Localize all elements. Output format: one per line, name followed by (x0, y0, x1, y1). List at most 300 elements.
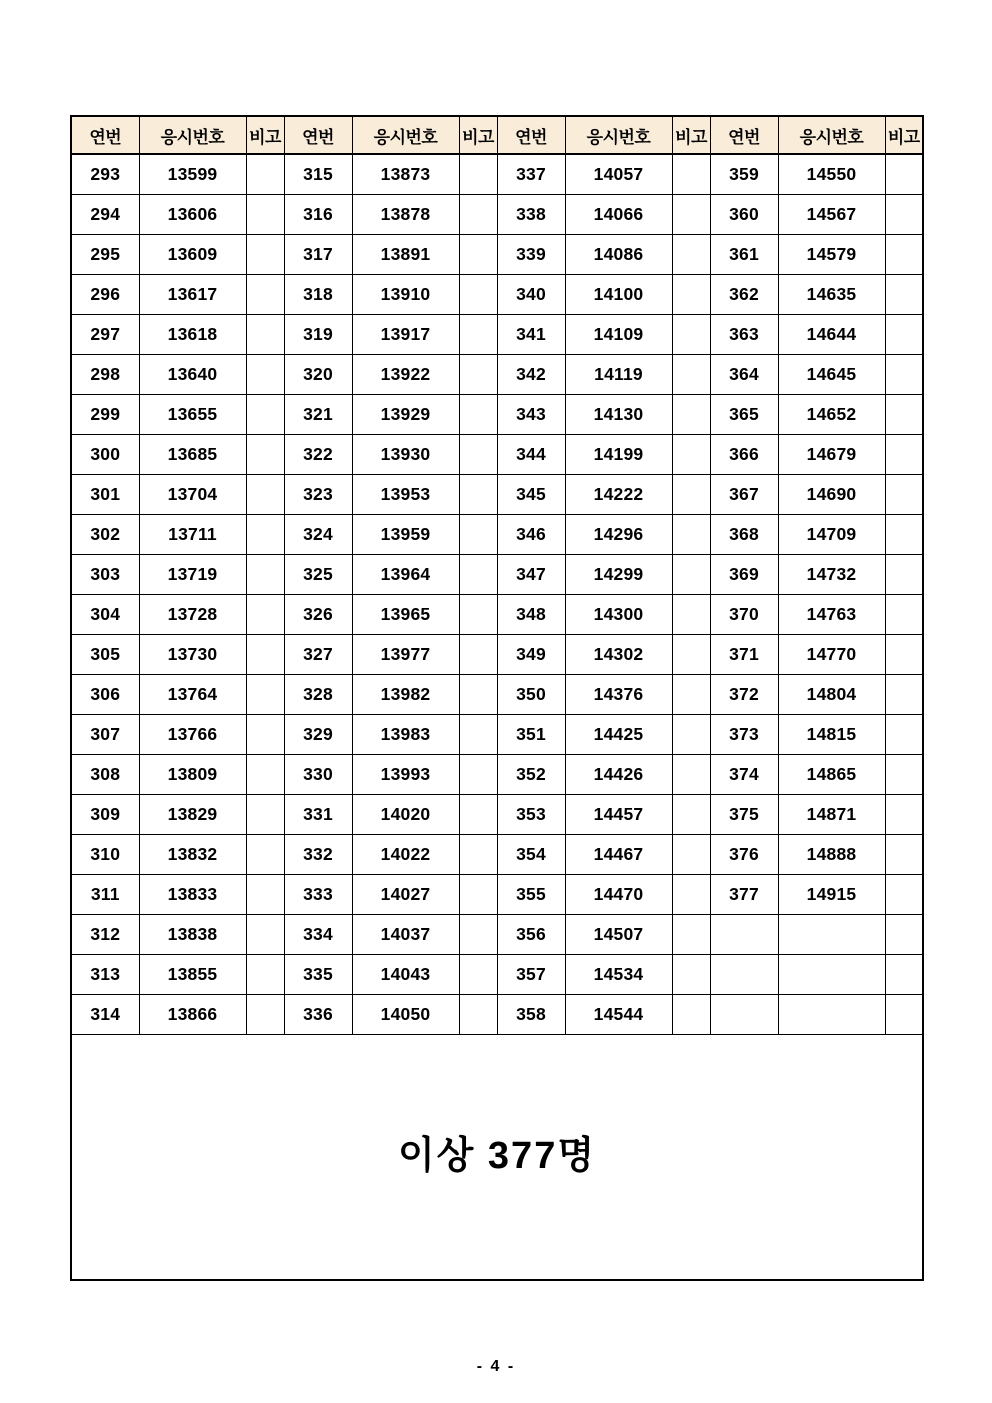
cell-seq: 372 (710, 675, 778, 715)
cell-note (885, 915, 923, 955)
table-row (71, 595, 923, 635)
cell-note (672, 154, 710, 195)
cell-exam-no: 14119 (565, 355, 672, 395)
cell-exam-no: 14057 (565, 154, 672, 195)
cell-seq: 338 (497, 195, 565, 235)
cell-seq: 306 (71, 675, 139, 715)
cell-seq: 334 (284, 915, 352, 955)
cell-note (885, 795, 923, 835)
cell-exam-no: 14296 (565, 515, 672, 555)
cell-seq: 309 (71, 795, 139, 835)
cell-note (672, 395, 710, 435)
cell-seq: 363 (710, 315, 778, 355)
cell-note (459, 515, 497, 555)
cell-note (672, 435, 710, 475)
table-row (71, 635, 923, 675)
cell-exam-no: 13685 (139, 435, 246, 475)
table-row (71, 515, 923, 555)
cell-exam-no: 13855 (139, 955, 246, 995)
table-row (71, 275, 923, 315)
cell-seq: 329 (284, 715, 352, 755)
cell-exam-no: 14645 (778, 355, 885, 395)
cell-note (246, 835, 284, 875)
cell-exam-no: 14770 (778, 635, 885, 675)
cell-note (246, 915, 284, 955)
cell-seq: 345 (497, 475, 565, 515)
cell-note (672, 355, 710, 395)
cell-seq: 356 (497, 915, 565, 955)
cell-seq: 305 (71, 635, 139, 675)
cell-exam-no: 13977 (352, 635, 459, 675)
cell-note (459, 835, 497, 875)
cell-exam-no: 14457 (565, 795, 672, 835)
cell-seq: 315 (284, 154, 352, 195)
cell-exam-no: 13929 (352, 395, 459, 435)
cell-seq: 336 (284, 995, 352, 1035)
cell-seq: 368 (710, 515, 778, 555)
cell-seq: 297 (71, 315, 139, 355)
cell-exam-no: 13711 (139, 515, 246, 555)
cell-note (672, 275, 710, 315)
cell-exam-no: 13719 (139, 555, 246, 595)
cell-exam-no: 14426 (565, 755, 672, 795)
cell-seq (710, 955, 778, 995)
cell-note (885, 395, 923, 435)
cell-exam-no: 14679 (778, 435, 885, 475)
cell-seq: 373 (710, 715, 778, 755)
header-seq-4: 연번 (710, 116, 778, 154)
cell-exam-no: 13873 (352, 154, 459, 195)
cell-exam-no: 13704 (139, 475, 246, 515)
cell-exam-no: 13609 (139, 235, 246, 275)
cell-note (459, 675, 497, 715)
cell-seq: 310 (71, 835, 139, 875)
cell-note (672, 555, 710, 595)
header-note-3: 비고 (672, 116, 710, 154)
cell-seq: 307 (71, 715, 139, 755)
table-row (71, 875, 923, 915)
cell-note (459, 315, 497, 355)
cell-seq: 303 (71, 555, 139, 595)
cell-exam-no: 13730 (139, 635, 246, 675)
cell-seq: 365 (710, 395, 778, 435)
cell-note (246, 275, 284, 315)
cell-seq: 323 (284, 475, 352, 515)
cell-seq: 316 (284, 195, 352, 235)
cell-seq: 350 (497, 675, 565, 715)
cell-seq (710, 995, 778, 1035)
cell-seq: 360 (710, 195, 778, 235)
cell-note (246, 195, 284, 235)
cell-seq: 313 (71, 955, 139, 995)
table-row (71, 995, 923, 1035)
cell-exam-no: 14376 (565, 675, 672, 715)
cell-note (885, 154, 923, 195)
cell-exam-no: 14020 (352, 795, 459, 835)
cell-seq: 343 (497, 395, 565, 435)
cell-seq: 300 (71, 435, 139, 475)
roster-table (70, 115, 924, 1281)
cell-seq: 353 (497, 795, 565, 835)
cell-exam-no: 13833 (139, 875, 246, 915)
cell-exam-no: 14635 (778, 275, 885, 315)
cell-exam-no: 14066 (565, 195, 672, 235)
cell-note (459, 395, 497, 435)
cell-exam-no: 13891 (352, 235, 459, 275)
cell-seq: 354 (497, 835, 565, 875)
cell-exam-no: 14815 (778, 715, 885, 755)
cell-seq: 317 (284, 235, 352, 275)
table-row (71, 435, 923, 475)
cell-note (459, 715, 497, 755)
cell-note (672, 475, 710, 515)
cell-seq: 377 (710, 875, 778, 915)
table-row (71, 395, 923, 435)
cell-note (246, 355, 284, 395)
cell-note (459, 795, 497, 835)
cell-seq: 299 (71, 395, 139, 435)
cell-seq: 324 (284, 515, 352, 555)
cell-exam-no: 14567 (778, 195, 885, 235)
table-header (71, 116, 923, 154)
cell-note (459, 475, 497, 515)
cell-exam-no: 13910 (352, 275, 459, 315)
table-row (71, 355, 923, 395)
cell-exam-no: 14086 (565, 235, 672, 275)
cell-exam-no: 13606 (139, 195, 246, 235)
cell-note (246, 395, 284, 435)
cell-exam-no: 13953 (352, 475, 459, 515)
cell-exam-no: 13838 (139, 915, 246, 955)
cell-seq: 302 (71, 515, 139, 555)
cell-exam-no: 14804 (778, 675, 885, 715)
cell-exam-no: 14507 (565, 915, 672, 955)
cell-seq: 349 (497, 635, 565, 675)
cell-note (672, 195, 710, 235)
cell-note (885, 515, 923, 555)
cell-exam-no: 14544 (565, 995, 672, 1035)
cell-seq: 340 (497, 275, 565, 315)
cell-seq: 352 (497, 755, 565, 795)
cell-note (672, 915, 710, 955)
cell-exam-no: 13640 (139, 355, 246, 395)
cell-seq: 374 (710, 755, 778, 795)
cell-note (246, 475, 284, 515)
cell-note (246, 995, 284, 1035)
cell-exam-no (778, 915, 885, 955)
cell-exam-no: 14871 (778, 795, 885, 835)
cell-note (459, 275, 497, 315)
cell-exam-no: 14534 (565, 955, 672, 995)
summary-cell (71, 1035, 923, 1281)
cell-seq: 342 (497, 355, 565, 395)
cell-note (246, 154, 284, 195)
table-row (71, 315, 923, 355)
cell-note (672, 715, 710, 755)
cell-exam-no: 13599 (139, 154, 246, 195)
cell-seq: 369 (710, 555, 778, 595)
cell-seq: 298 (71, 355, 139, 395)
cell-note (885, 435, 923, 475)
cell-note (459, 154, 497, 195)
cell-note (885, 315, 923, 355)
cell-note (246, 235, 284, 275)
cell-note (885, 275, 923, 315)
cell-exam-no: 13728 (139, 595, 246, 635)
cell-seq: 322 (284, 435, 352, 475)
cell-note (885, 955, 923, 995)
cell-note (672, 315, 710, 355)
cell-seq: 293 (71, 154, 139, 195)
cell-exam-no: 13866 (139, 995, 246, 1035)
roster-table-container (70, 115, 922, 1281)
cell-note (672, 595, 710, 635)
cell-note (885, 835, 923, 875)
cell-seq: 351 (497, 715, 565, 755)
table-row (71, 235, 923, 275)
cell-exam-no: 14467 (565, 835, 672, 875)
cell-note (885, 995, 923, 1035)
cell-exam-no: 13618 (139, 315, 246, 355)
cell-seq: 320 (284, 355, 352, 395)
cell-note (459, 355, 497, 395)
cell-note (459, 915, 497, 955)
cell-seq: 296 (71, 275, 139, 315)
cell-note (246, 635, 284, 675)
header-examno-4: 응시번호 (778, 116, 885, 154)
cell-exam-no: 14022 (352, 835, 459, 875)
cell-seq: 361 (710, 235, 778, 275)
cell-seq: 341 (497, 315, 565, 355)
table-row (71, 675, 923, 715)
cell-seq: 321 (284, 395, 352, 435)
cell-exam-no: 13959 (352, 515, 459, 555)
cell-exam-no: 14302 (565, 635, 672, 675)
cell-seq: 318 (284, 275, 352, 315)
cell-exam-no: 14888 (778, 835, 885, 875)
summary-row (71, 1035, 923, 1281)
cell-exam-no: 14222 (565, 475, 672, 515)
cell-note (885, 675, 923, 715)
cell-exam-no: 13617 (139, 275, 246, 315)
cell-exam-no: 13964 (352, 555, 459, 595)
cell-exam-no: 14100 (565, 275, 672, 315)
header-row (71, 116, 923, 154)
cell-seq: 301 (71, 475, 139, 515)
cell-seq: 327 (284, 635, 352, 675)
cell-seq: 362 (710, 275, 778, 315)
cell-exam-no: 13832 (139, 835, 246, 875)
summary-total-label: 이상 377명 (397, 1135, 597, 1178)
cell-seq: 346 (497, 515, 565, 555)
cell-exam-no: 14037 (352, 915, 459, 955)
cell-seq: 331 (284, 795, 352, 835)
cell-seq: 314 (71, 995, 139, 1035)
cell-exam-no: 13764 (139, 675, 246, 715)
cell-seq: 337 (497, 154, 565, 195)
cell-exam-no: 14130 (565, 395, 672, 435)
cell-exam-no: 13993 (352, 755, 459, 795)
cell-seq: 367 (710, 475, 778, 515)
cell-exam-no: 14425 (565, 715, 672, 755)
table-row (71, 835, 923, 875)
cell-exam-no: 13917 (352, 315, 459, 355)
table-footer (71, 1035, 923, 1281)
cell-seq: 330 (284, 755, 352, 795)
cell-note (459, 555, 497, 595)
cell-seq: 355 (497, 875, 565, 915)
table-row (71, 915, 923, 955)
header-seq-1: 연번 (71, 116, 139, 154)
cell-seq: 357 (497, 955, 565, 995)
cell-note (246, 875, 284, 915)
cell-exam-no (778, 995, 885, 1035)
cell-seq: 319 (284, 315, 352, 355)
cell-exam-no: 13930 (352, 435, 459, 475)
cell-note (459, 955, 497, 995)
cell-seq: 370 (710, 595, 778, 635)
cell-note (459, 435, 497, 475)
cell-note (885, 195, 923, 235)
cell-note (246, 435, 284, 475)
table-row (71, 715, 923, 755)
cell-note (246, 795, 284, 835)
cell-exam-no: 13766 (139, 715, 246, 755)
cell-exam-no: 14470 (565, 875, 672, 915)
cell-exam-no: 14109 (565, 315, 672, 355)
cell-note (885, 875, 923, 915)
cell-exam-no: 14579 (778, 235, 885, 275)
cell-seq: 333 (284, 875, 352, 915)
cell-note (459, 755, 497, 795)
cell-seq: 371 (710, 635, 778, 675)
cell-seq: 364 (710, 355, 778, 395)
table-row (71, 955, 923, 995)
cell-seq: 348 (497, 595, 565, 635)
cell-seq: 335 (284, 955, 352, 995)
cell-exam-no: 14043 (352, 955, 459, 995)
table-row (71, 755, 923, 795)
cell-exam-no: 13983 (352, 715, 459, 755)
cell-note (672, 955, 710, 995)
cell-seq: 375 (710, 795, 778, 835)
cell-exam-no: 14550 (778, 154, 885, 195)
cell-note (246, 315, 284, 355)
page-number: - 4 - (476, 1358, 516, 1375)
cell-note (459, 235, 497, 275)
cell-exam-no: 14709 (778, 515, 885, 555)
cell-seq (710, 915, 778, 955)
cell-note (246, 515, 284, 555)
cell-note (885, 595, 923, 635)
cell-note (459, 875, 497, 915)
header-examno-2: 응시번호 (352, 116, 459, 154)
table-row (71, 154, 923, 195)
cell-exam-no: 13878 (352, 195, 459, 235)
cell-exam-no: 13655 (139, 395, 246, 435)
cell-seq: 295 (71, 235, 139, 275)
header-note-1: 비고 (246, 116, 284, 154)
header-seq-3: 연번 (497, 116, 565, 154)
cell-note (246, 555, 284, 595)
cell-exam-no: 14050 (352, 995, 459, 1035)
cell-seq: 366 (710, 435, 778, 475)
cell-seq: 359 (710, 154, 778, 195)
cell-exam-no: 14915 (778, 875, 885, 915)
cell-note (672, 755, 710, 795)
cell-note (672, 795, 710, 835)
cell-note (885, 235, 923, 275)
cell-note (885, 355, 923, 395)
header-examno-3: 응시번호 (565, 116, 672, 154)
cell-exam-no: 13982 (352, 675, 459, 715)
cell-note (885, 635, 923, 675)
cell-seq: 294 (71, 195, 139, 235)
cell-seq: 312 (71, 915, 139, 955)
cell-seq: 328 (284, 675, 352, 715)
table-row (71, 555, 923, 595)
cell-exam-no (778, 955, 885, 995)
cell-seq: 311 (71, 875, 139, 915)
header-examno-1: 응시번호 (139, 116, 246, 154)
cell-seq: 332 (284, 835, 352, 875)
cell-seq: 304 (71, 595, 139, 635)
cell-seq: 325 (284, 555, 352, 595)
cell-exam-no: 14732 (778, 555, 885, 595)
cell-exam-no: 14027 (352, 875, 459, 915)
cell-exam-no: 13809 (139, 755, 246, 795)
cell-note (459, 635, 497, 675)
cell-note (246, 755, 284, 795)
cell-note (885, 555, 923, 595)
cell-seq: 339 (497, 235, 565, 275)
cell-note (885, 755, 923, 795)
header-seq-2: 연번 (284, 116, 352, 154)
table-body (71, 154, 923, 1035)
cell-exam-no: 14199 (565, 435, 672, 475)
cell-note (672, 835, 710, 875)
cell-seq: 344 (497, 435, 565, 475)
header-note-2: 비고 (459, 116, 497, 154)
cell-seq: 326 (284, 595, 352, 635)
cell-note (246, 595, 284, 635)
cell-exam-no: 14763 (778, 595, 885, 635)
cell-note (459, 995, 497, 1035)
cell-note (246, 715, 284, 755)
table-row (71, 795, 923, 835)
header-note-4: 비고 (885, 116, 923, 154)
cell-note (885, 715, 923, 755)
cell-seq: 308 (71, 755, 139, 795)
cell-note (246, 675, 284, 715)
cell-exam-no: 14300 (565, 595, 672, 635)
cell-exam-no: 14652 (778, 395, 885, 435)
cell-seq: 358 (497, 995, 565, 1035)
cell-note (246, 955, 284, 995)
cell-note (672, 995, 710, 1035)
cell-exam-no: 13922 (352, 355, 459, 395)
cell-seq: 347 (497, 555, 565, 595)
cell-note (459, 595, 497, 635)
cell-note (672, 875, 710, 915)
cell-note (672, 515, 710, 555)
cell-note (672, 235, 710, 275)
table-row (71, 195, 923, 235)
cell-exam-no: 14865 (778, 755, 885, 795)
cell-exam-no: 13829 (139, 795, 246, 835)
cell-note (885, 475, 923, 515)
cell-exam-no: 13965 (352, 595, 459, 635)
